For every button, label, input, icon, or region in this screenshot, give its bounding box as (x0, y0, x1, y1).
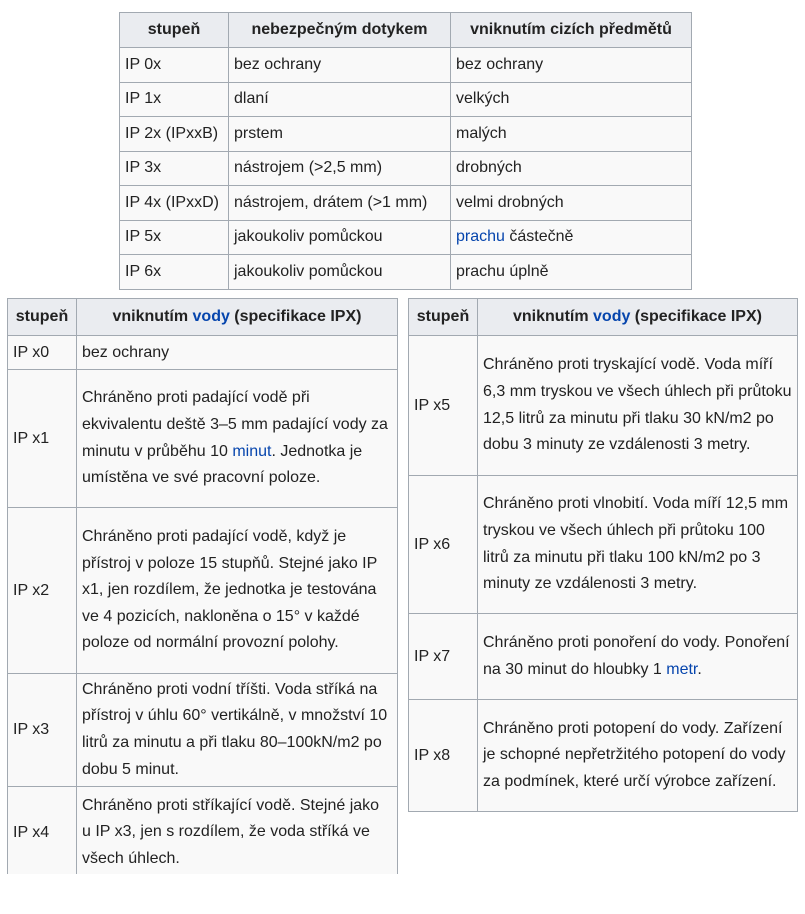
description-text: Chráněno proti padající vodě při ekvivalentu deště 3–5 mm padající vody za minutu v průběhu 10 (82, 389, 388, 460)
grade-cell: IP 0x (120, 48, 229, 83)
grade-cell: IP x7 (409, 614, 478, 700)
grade-cell: IP 6x (120, 255, 229, 290)
column-header-grade: stupeň (120, 13, 229, 48)
grade-cell: IP x3 (8, 674, 77, 787)
column-header-grade: stupeň (409, 299, 478, 336)
objects-cell: malých (451, 117, 692, 152)
description-cell: bez ochrany (77, 336, 398, 370)
objects-cell: velkých (451, 82, 692, 117)
objects-cell-text: částečně (504, 228, 574, 246)
table-row (8, 508, 398, 674)
description-cell: Chráněno proti stříkající vodě. Stejné jako u IP x3, jen s rozdílem, že voda stříká ve všech úhlech. (77, 787, 398, 879)
description-cell: Chráněno proti padající vodě, když je přístroj v poloze 15 stupňů. Stejné jako IP x1, jen rozdílem, že jednotka je testována ve 4 pozicích, nakloněna o 15° v každé poloze od normální provozní polohy. (77, 508, 398, 674)
header-text: vniknutím (112, 308, 193, 325)
table-row (120, 151, 692, 186)
table-row (120, 220, 692, 255)
description-cell (77, 370, 398, 508)
table-row (8, 787, 398, 879)
table-header-row (120, 13, 692, 48)
prachu-link[interactable]: prachu (456, 228, 505, 246)
grade-cell: IP 2x (IPxxB) (120, 117, 229, 152)
grade-cell: IP x6 (409, 476, 478, 614)
table-header-row (8, 299, 398, 336)
grade-cell: IP x4 (8, 787, 77, 879)
table-row (409, 336, 798, 476)
vody-link[interactable]: vody (593, 308, 631, 325)
table-row (409, 700, 798, 812)
contact-cell: bez ochrany (229, 48, 451, 83)
contact-cell: prstem (229, 117, 451, 152)
contact-cell: dlaní (229, 82, 451, 117)
contact-cell: jakoukoliv pomůckou (229, 220, 451, 255)
grade-cell: IP x0 (8, 336, 77, 370)
description-text: . (697, 660, 702, 678)
description-text: Chráněno proti ponoření do vody. Ponoření na 30 minut do hloubky 1 (483, 633, 790, 678)
table-row (120, 48, 692, 83)
water-protection-table-right (408, 298, 798, 812)
description-cell: Chráněno proti vlnobití. Voda míří 12,5 mm tryskou ve všech úhlech při průtoku 100 litrů za minutu při tlaku 100 kN/m2 po 3 minuty ze vzdálenosti 3 metry. (478, 476, 798, 614)
table-row (120, 82, 692, 117)
contact-protection-table (119, 12, 692, 290)
contact-cell: nástrojem, drátem (>1 mm) (229, 186, 451, 221)
description-text: . Jednotka je umístěna ve své pracovní poloze. (82, 442, 363, 487)
minut-link[interactable]: minut (232, 442, 272, 460)
table-header-row (409, 299, 798, 336)
grade-cell: IP 4x (IPxxD) (120, 186, 229, 221)
table-row (8, 370, 398, 508)
contact-cell: jakoukoliv pomůckou (229, 255, 451, 290)
table-row (120, 117, 692, 152)
objects-cell: prachu úplně (451, 255, 692, 290)
grade-cell: IP x1 (8, 370, 77, 508)
grade-cell: IP x8 (409, 700, 478, 812)
description-cell: Chráněno proti potopení do vody. Zařízení je schopné nepřetržitého potopení do vody za podmínek, které určí výrobce zařízení. (478, 700, 798, 812)
water-protection-table-left (7, 298, 398, 879)
table-row (120, 186, 692, 221)
column-header-contact: nebezpečným dotykem (229, 13, 451, 48)
grade-cell: IP x5 (409, 336, 478, 476)
metr-link[interactable]: metr (666, 660, 698, 678)
table-row (120, 255, 692, 290)
page-cutoff (7, 874, 398, 914)
vody-link[interactable]: vody (192, 308, 230, 325)
header-text: (specifikace IPX) (630, 308, 762, 325)
grade-cell: IP x2 (8, 508, 77, 674)
objects-cell: velmi drobných (451, 186, 692, 221)
table-row (8, 336, 398, 370)
grade-cell: IP 5x (120, 220, 229, 255)
column-header-water (478, 299, 798, 336)
column-header-objects: vniknutím cizích předmětů (451, 13, 692, 48)
objects-cell: drobných (451, 151, 692, 186)
description-cell: Chráněno proti tryskající vodě. Voda míří 6,3 mm tryskou ve všech úhlech při průtoku 12,5 litrů za minutu při tlaku 30 kN/m2 po dobu 3 minuty ze vzdálenosti 3 metry. (478, 336, 798, 476)
table-row (409, 476, 798, 614)
objects-cell: bez ochrany (451, 48, 692, 83)
column-header-water (77, 299, 398, 336)
table-row (409, 614, 798, 700)
grade-cell: IP 3x (120, 151, 229, 186)
description-cell: Chráněno proti vodní tříšti. Voda stříká na přístroj v úhlu 60° vertikálně, v množství 10 litrů za minutu a při tlaku 80–100kN/m2 po dobu 5 minut. (77, 674, 398, 787)
header-text: vniknutím (513, 308, 594, 325)
grade-cell: IP 1x (120, 82, 229, 117)
description-cell (478, 614, 798, 700)
table-row (8, 674, 398, 787)
objects-cell (451, 220, 692, 255)
column-header-grade: stupeň (8, 299, 77, 336)
header-text: (specifikace IPX) (229, 308, 362, 325)
contact-cell: nástrojem (>2,5 mm) (229, 151, 451, 186)
